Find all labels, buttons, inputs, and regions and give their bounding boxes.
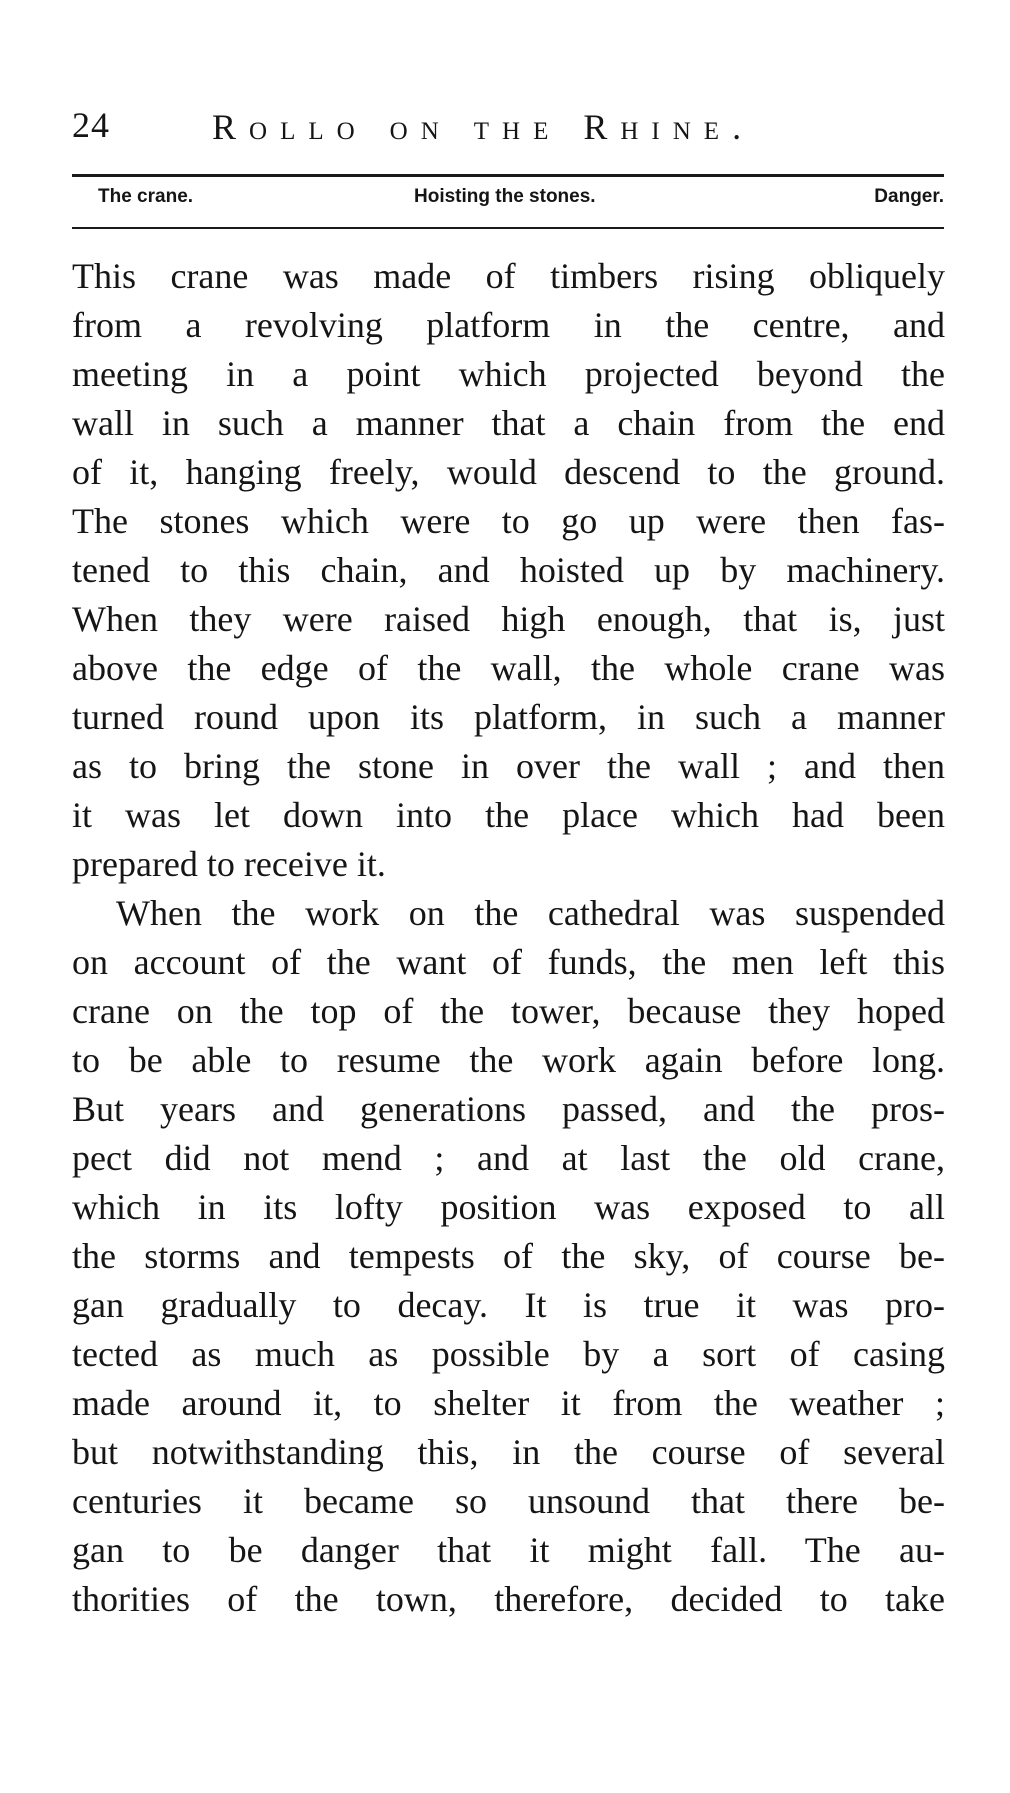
page-number: 24 [72,105,110,145]
text-line: but notwithstanding this, in the course of several [72,1432,945,1472]
text-line: as to bring the stone in over the wall ; and then [72,746,945,786]
text-line: of it, hanging freely, would descend to the ground. [72,452,945,492]
text-line: it was let down into the place which had been [72,795,945,835]
text-line: gan gradually to decay. It is true it was pro- [72,1285,945,1325]
topic-center: Hoisting the stones. [414,186,596,207]
running-head [72,104,942,152]
text-line: wall in such a manner that a chain from the end [72,403,945,443]
topic-headings [72,186,944,216]
text-line: When they were raised high enough, that is, just [72,599,945,639]
text-line: prepared to receive it. [72,844,386,884]
header-rule-top [72,174,944,177]
text-line: on account of the want of funds, the men left this [72,942,945,982]
header-rule-bottom [72,227,944,229]
topic-left: The crane. [98,186,194,207]
topic-right: Danger. [874,186,944,207]
text-line: to be able to resume the work again before long. [72,1040,945,1080]
text-line: But years and generations passed, and the pros- [72,1089,945,1129]
text-line: above the edge of the wall, the whole crane was [72,648,945,688]
text-line: gan to be danger that it might fall. The au- [72,1530,945,1570]
text-line: centuries it became so unsound that there be- [72,1481,945,1521]
text-line: the storms and tempests of the sky, of course be- [72,1236,945,1276]
text-line: made around it, to shelter it from the weather ; [72,1383,945,1423]
paragraph-2 [72,889,945,1624]
body-text [72,252,945,1624]
text-line: This crane was made of timbers rising obliquely [72,256,945,296]
text-line: which in its lofty position was exposed to all [72,1187,945,1227]
text-line: tected as much as possible by a sort of casing [72,1334,945,1374]
text-line: meeting in a point which projected beyond the [72,354,945,394]
text-line: The stones which were to go up were then fas- [72,501,945,541]
text-line: When the work on the cathedral was suspended [116,893,945,933]
text-line: from a revolving platform in the centre, and [72,305,945,345]
text-line: crane on the top of the tower, because they hoped [72,991,945,1031]
book-title: Rollo on the Rhine. [212,107,755,147]
text-line: thorities of the town, therefore, decided to take [72,1579,945,1619]
paragraph-1 [72,252,945,889]
text-line: pect did not mend ; and at last the old crane, [72,1138,945,1178]
text-line: tened to this chain, and hoisted up by machinery. [72,550,945,590]
text-line: turned round upon its platform, in such a manner [72,697,945,737]
